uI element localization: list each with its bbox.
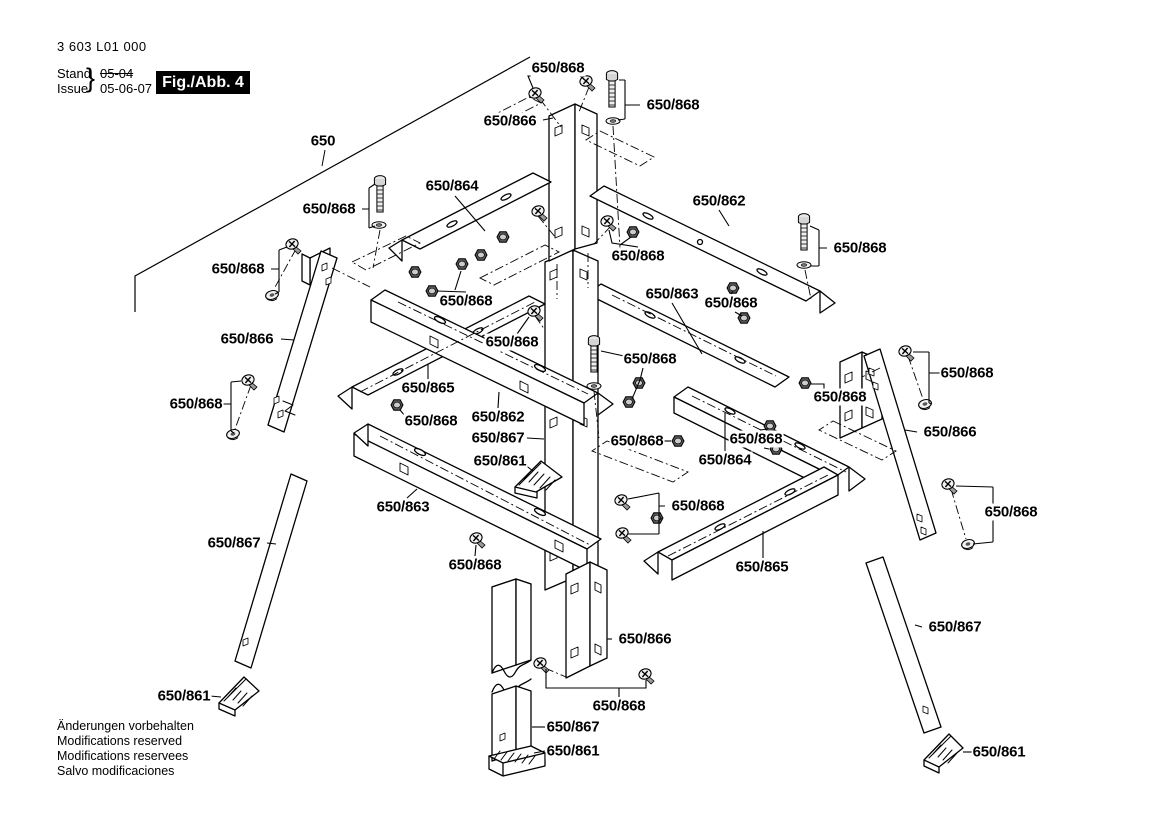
footer-notice [57,719,194,779]
leg-650-867-centre [492,579,531,761]
part-label: 650/868 [169,395,223,413]
part-label: 650/868 [592,697,646,715]
part-label: 650/862 [471,408,525,426]
footer-line-fr: Modifications reservees [57,749,189,763]
part-label: 650/861 [546,742,600,760]
part-label: 650/868 [984,503,1038,521]
part-label: 650/866 [923,423,977,441]
issue-dates [100,66,152,96]
leg-650-867-left [235,474,307,668]
part-label: 650/868 [813,388,867,406]
part-label: 650/868 [211,260,265,278]
part-label: 650/867 [207,534,261,552]
part-label: 650/868 [833,239,887,257]
rail-650-862-top [590,186,835,313]
part-label: 650/868 [485,333,539,351]
part-label: 650/867 [928,618,982,636]
part-label: 650/868 [404,412,458,430]
part-label: 650 [310,132,336,150]
footer-line-en: Modifications reserved [57,734,183,748]
title-block [57,40,147,67]
issue-label: Issue [57,81,89,96]
post-650-866-bottom [566,562,607,678]
part-label: 650/868 [448,556,502,574]
part-label: 650/868 [623,350,677,368]
part-label: 650/868 [729,430,783,448]
part-label: 650/863 [645,285,699,303]
part-label: 650/868 [940,364,994,382]
part-label: 650/868 [610,432,664,450]
footer-line-es: Salvo modificaciones [57,764,175,778]
part-label: 650/868 [531,59,585,77]
part-label: 650/868 [704,294,758,312]
part-label: 650/868 [611,247,665,265]
figure-number-box: Fig./Abb. 4 [156,71,250,94]
parts [219,104,963,776]
leg-650-867-right [866,557,941,733]
part-label: 650/862 [692,192,746,210]
part-label: 650/866 [220,330,274,348]
leg-650-866-right [864,349,936,540]
part-label: 650/861 [473,452,527,470]
rail-650-865-bottom [644,467,838,580]
part-label: 650/868 [439,292,493,310]
part-label: 650/863 [376,498,430,516]
part-label: 650/867 [471,429,525,447]
rail-650-864-top [389,173,551,261]
part-label: 650/868 [671,497,725,515]
rail-650-863-mid [587,284,789,387]
part-label: 650/864 [425,177,479,195]
part-label: 650/865 [401,379,455,397]
part-label: 650/861 [157,687,211,705]
part-number: 3 603 L01 000 [57,39,147,54]
part-label: 650/867 [546,718,600,736]
part-label: 650/866 [483,112,537,130]
part-label: 650/864 [698,451,752,469]
old-date: 05-04 [100,66,134,81]
part-label: 650/868 [302,200,356,218]
part-label: 650/861 [972,743,1026,761]
post-650-866-top [549,104,597,261]
part-label: 650/865 [735,558,789,576]
part-label: 650/866 [618,630,672,648]
foot-650-861-left [219,677,259,716]
part-label: 650/868 [646,96,700,114]
stand-label: Stand [57,66,91,81]
new-date: 05-06-07 [100,81,153,96]
issue-brace: } [86,63,96,93]
foot-650-861-right [924,734,963,773]
footer-line-de: Änderungen vorbehalten [57,719,194,733]
